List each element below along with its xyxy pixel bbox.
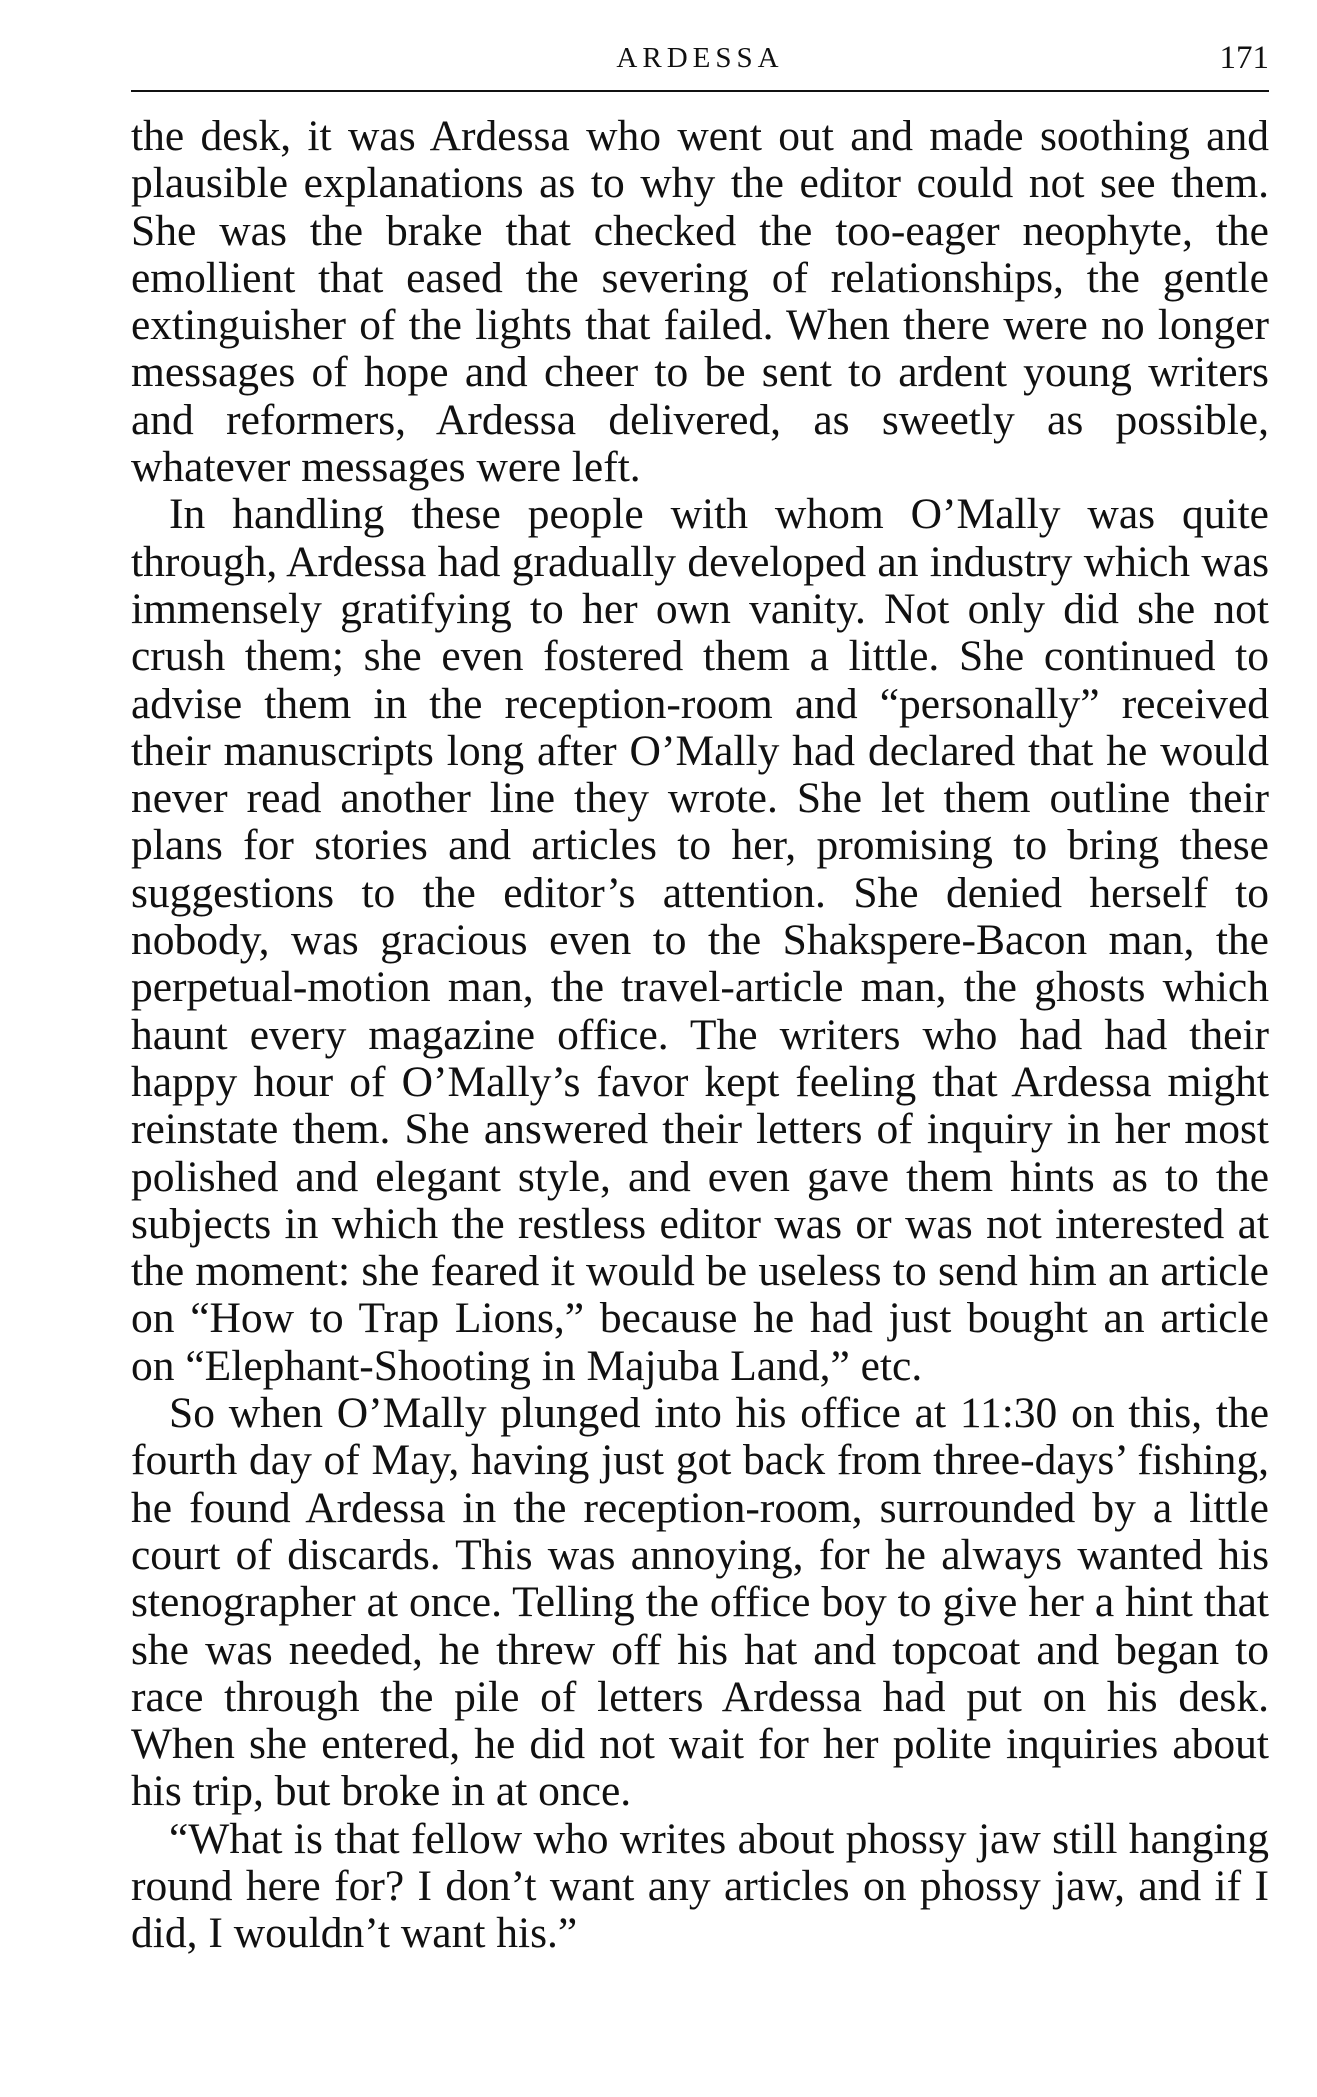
running-head: ARDESSA <box>616 42 784 74</box>
header-rule <box>131 90 1269 92</box>
paragraph-continued: the desk, it was Ardessa who went out and made soothing and plausible explanations as to why the editor could not see them. She was the brake that checked the too-eager neophyte, the emollient that eased the severing of relationships, the gentle extinguisher of the lights that failed. When there were no longer messages of hope and cheer to be sent to ardent young writers and reformers, Ardessa delivered, as sweetly as possible, whatever messages were left. <box>131 112 1269 492</box>
paragraph: In handling these people with whom O’Mally was quite through, Ardessa had gradually developed an industry which was immensely gratifying to her own vanity. Not only did she not crush them; she even fostered them a little. She continued to advise them in the reception-room and “personally” received their manuscripts long after O’Mally had declared that he would never read another line they wrote. She let them outline their plans for stories and articles to her, promising to bring these suggestions to the editor’s attention. She denied herself to nobody, was gracious even to the Shakspere-Bacon man, the perpetual-motion man, the travel-article man, the ghosts which haunt every magazine office. The writers who had had their happy hour of O’Mally’s favor kept feeling that Ardessa might reinstate them. She answered their letters of inquiry in her most polished and elegant style, and even gave them hints as to the subjects in which the restless editor was or was not interested at the moment: she feared it would be useless to send him an article on “How to Trap Lions,” because he had just bought an article on “Elephant-Shooting in Majuba Land,” etc. <box>131 490 1269 1390</box>
page-number: 171 <box>1219 40 1269 76</box>
paragraph: “What is that fellow who writes about phossy jaw still hanging round here for? I don’t want any articles on phossy jaw, and if I did, I wouldn’t want his.” <box>131 1814 1269 1958</box>
body-text <box>131 113 1269 1958</box>
paragraph: So when O’Mally plunged into his office at 11:30 on this, the fourth day of May, having just got back from three-days’ fishing, he found Ardessa in the reception-room, surrounded by a little court of discards. This was annoying, for he always wanted his stenographer at once. Telling the office boy to give her a hint that she was needed, he threw off his hat and topcoat and began to race through the pile of letters Ardessa had put on his desk. When she entered, he did not wait for her polite inquiries about his trip, but broke in at once. <box>131 1389 1269 1816</box>
page-header <box>131 38 1269 94</box>
